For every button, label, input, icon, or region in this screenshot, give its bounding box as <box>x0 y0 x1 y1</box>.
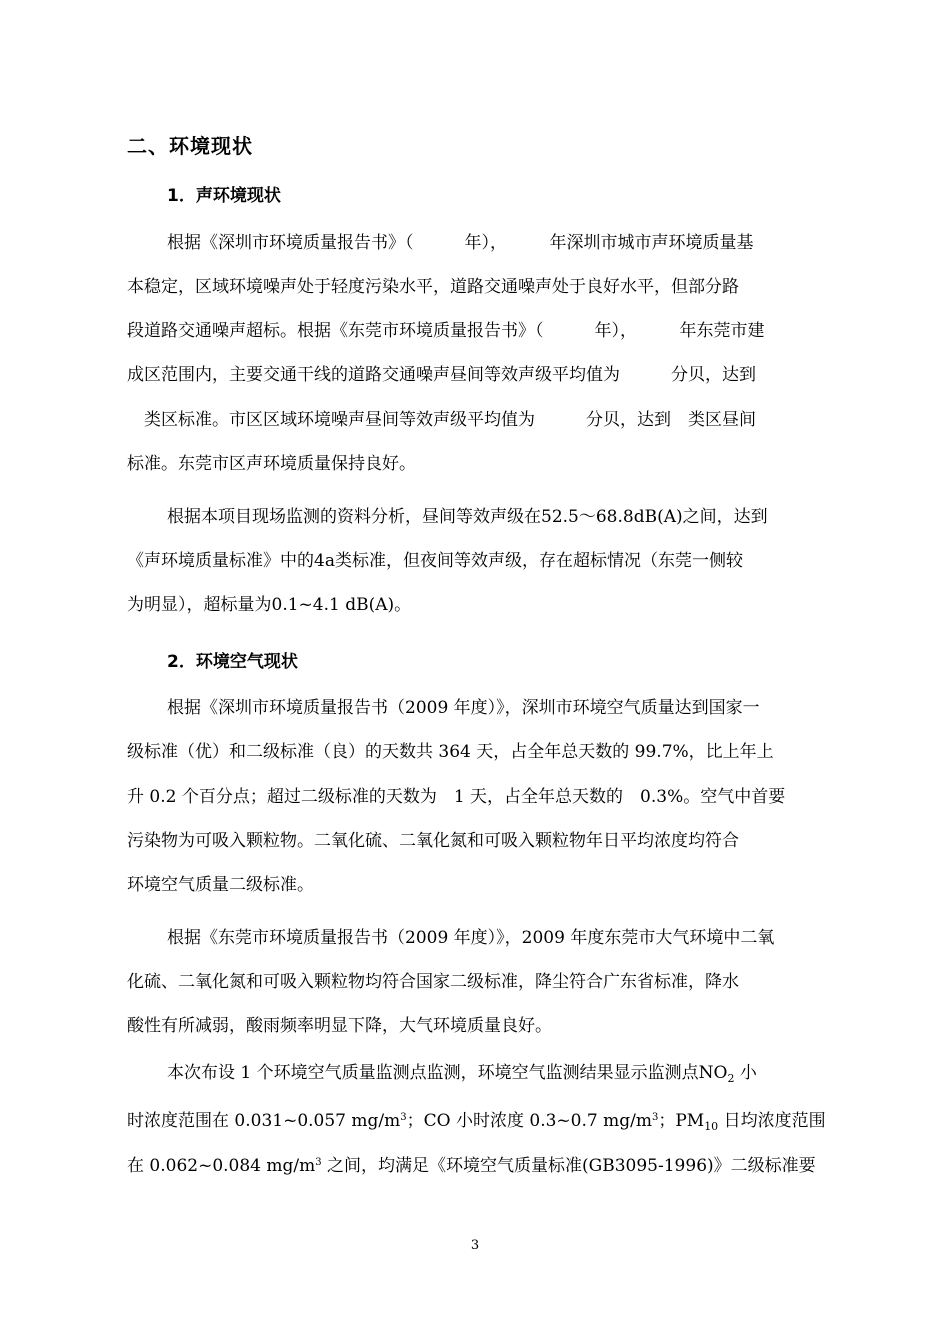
paragraph-line <box>127 1107 827 1138</box>
paragraph-line: 环境空气质量二级标准。 <box>127 875 314 895</box>
paragraph-line: 《声环境质量标准》中的4a类标准，但夜间等效声级，存在超标情况（东莞一侧较 <box>127 551 743 571</box>
text-span: 时浓度范围在 0.031~0.057 mg/m <box>127 1111 401 1131</box>
paragraph-line: 根据《深圳市环境质量报告书》（ 年）， 年深圳市城市声环境质量基 <box>167 233 754 253</box>
paragraph-line: 升 0.2 个百分点；超过二级标准的天数为 1 天，占全年总天数的 0.3%。空气中首要 <box>127 787 786 807</box>
paragraph-line: 酸性有所减弱，酸雨频率明显下降，大气环境质量良好。 <box>127 1016 552 1036</box>
page-number: 3 <box>470 1238 480 1253</box>
text-span: ；CO 小时浓度 0.3~0.7 mg/m <box>406 1111 652 1131</box>
subscript: 2 <box>727 1072 735 1085</box>
superscript: 3 <box>400 1112 407 1123</box>
paragraph-line: 成区范围内，主要交通干线的道路交通噪声昼间等效声级平均值为 分贝，达到 <box>127 365 756 385</box>
paragraph-line: 级标准（优）和二级标准（良）的天数共 364 天，占全年总天数的 99.7%，比上年上 <box>127 742 774 762</box>
paragraph-line <box>127 1152 827 1177</box>
subscript: 10 <box>704 1120 719 1133</box>
text-span: 在 0.062~0.084 mg/m <box>127 1156 316 1176</box>
paragraph-line: 为明显），超标量为0.1~4.1 dB(A)。 <box>127 595 412 615</box>
text-span: 之间，均满足《环境空气质量标准(GB3095-1996)》二级标准要 <box>321 1156 816 1176</box>
paragraph-line: 本稳定，区域环境噪声处于轻度污染水平，道路交通噪声处于良好水平，但部分路 <box>127 277 739 297</box>
paragraph-line <box>167 1062 827 1090</box>
subsection-title-air: 2．环境空气现状 <box>167 652 298 672</box>
paragraph-line: 化硫、二氧化氮和可吸入颗粒物均符合国家二级标准，降尘符合广东省标准，降水 <box>127 972 739 992</box>
paragraph-line: 污染物为可吸入颗粒物。二氧化硫、二氧化氮和可吸入颗粒物年日平均浓度均符合 <box>127 831 739 851</box>
subsection-title-noise: 1．声环境现状 <box>167 186 281 206</box>
paragraph-line: 标准。东莞市区声环境质量保持良好。 <box>127 454 416 474</box>
text-span: 小 <box>734 1063 757 1083</box>
superscript: 3 <box>651 1112 659 1123</box>
paragraph-line: 段道路交通噪声超标。根据《东莞市环境质量报告书》（ 年）， 年东莞市建 <box>127 321 765 341</box>
paragraph-line: 根据《东莞市环境质量报告书（2009 年度）》，2009 年度东莞市大气环境中二氧 <box>167 928 775 948</box>
superscript: 3 <box>315 1157 322 1168</box>
paragraph-line: 类区标准。市区区域环境噪声昼间等效声级平均值为 分贝，达到 类区昼间 <box>127 410 756 430</box>
text-span: ；PM <box>658 1111 705 1131</box>
paragraph-line: 根据本项目现场监测的资料分析，昼间等效声级在52.5～68.8dB(A)之间，达到 <box>167 507 768 527</box>
paragraph-line: 根据《深圳市环境质量报告书（2009 年度）》，深圳市环境空气质量达到国家一 <box>167 698 760 718</box>
text-span: 日均浓度范围 <box>718 1111 826 1131</box>
section-title: 二、环境现状 <box>127 134 253 158</box>
text-span: 本次布设 1 个环境空气质量监测点监测，环境空气监测结果显示监测点NO <box>167 1063 728 1083</box>
